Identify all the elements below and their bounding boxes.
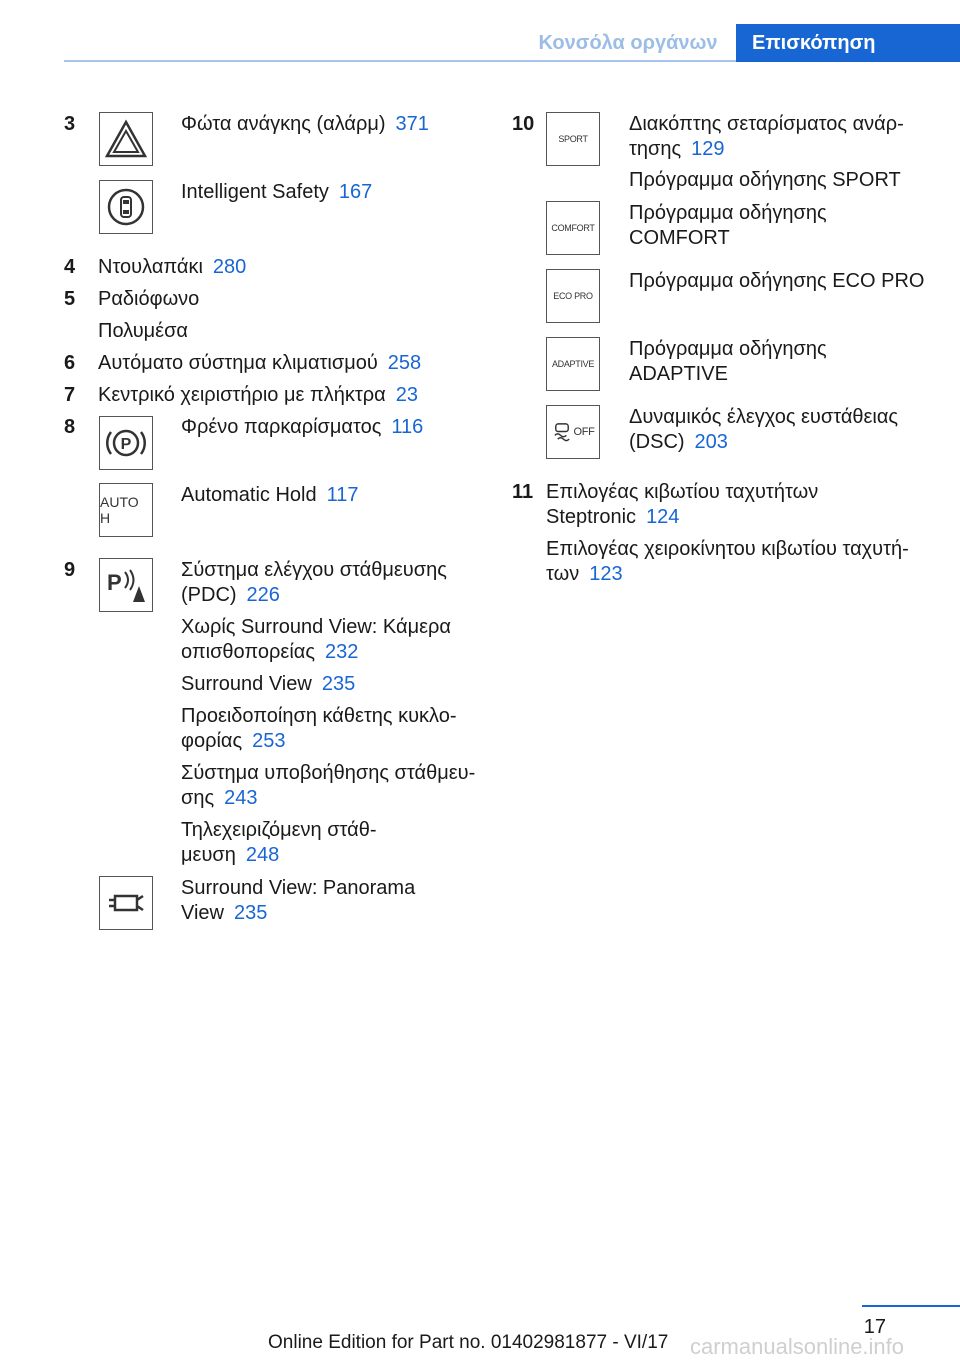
svg-text:P: P bbox=[120, 436, 132, 453]
entry-cross-traffic: Προειδοποίηση κάθετης κυκλο- φορίας 253 bbox=[181, 705, 457, 752]
page-link[interactable]: 371 bbox=[395, 113, 429, 135]
adaptive-icon: ADAPTIVE bbox=[546, 337, 600, 391]
comfort-icon: COMFORT bbox=[546, 201, 600, 255]
entry-parking-assist: Σύστημα υποβοήθησης στάθμευ- σης 243 bbox=[181, 762, 476, 809]
page-link[interactable]: 117 bbox=[326, 484, 359, 506]
entry-rear-camera: Χωρίς Surround View: Κάμερα οπισθοπορείας 232 bbox=[181, 616, 451, 663]
page-link[interactable]: 235 bbox=[321, 673, 356, 695]
item-number: 8 bbox=[64, 416, 76, 438]
entry-glovebox: Ντουλαπάκι 280 bbox=[98, 256, 247, 278]
entry-steptronic: Επιλογέας κιβωτίου ταχυτήτων Steptronic 124 bbox=[546, 481, 819, 528]
intelligent-safety-icon bbox=[99, 180, 153, 234]
entry-sport-mode: Πρόγραμμα οδήγησης SPORT bbox=[629, 169, 901, 191]
page-link[interactable]: 226 bbox=[246, 584, 280, 606]
auto-hold-icon: AUTO H bbox=[99, 483, 153, 537]
page-link[interactable]: 253 bbox=[252, 730, 286, 752]
eco-pro-icon: ECO PRO bbox=[546, 269, 600, 323]
entry-panorama-view: Surround View: Panorama View 235 bbox=[181, 877, 416, 924]
header-active-tab[interactable]: Επισκόπηση bbox=[736, 24, 960, 62]
header-section-link[interactable]: Κονσόλα οργάνων bbox=[538, 32, 718, 54]
item-number: 4 bbox=[64, 256, 76, 278]
item-number: 10 bbox=[512, 113, 535, 135]
entry-controller: Κεντρικό χειριστήριο με πλήκτρα 23 bbox=[98, 384, 418, 406]
page-link[interactable]: 235 bbox=[234, 902, 268, 924]
entry-multimedia: Πολυμέσα bbox=[98, 320, 188, 342]
pdc-icon bbox=[99, 558, 153, 612]
entry-adaptive-mode: Πρόγραμμα οδήγησης ADAPTIVE bbox=[629, 338, 827, 385]
entry-intelligent-safety: Intelligent Safety 167 bbox=[181, 181, 373, 203]
page-link[interactable]: 232 bbox=[324, 641, 359, 663]
entry-comfort-mode: Πρόγραμμα οδήγησης COMFORT bbox=[629, 202, 827, 249]
page-link[interactable]: 203 bbox=[694, 431, 728, 453]
page-link[interactable]: 123 bbox=[589, 563, 623, 585]
dsc-off-icon: OFF bbox=[546, 405, 600, 459]
item-number: 9 bbox=[64, 559, 76, 581]
sport-icon: SPORT bbox=[546, 112, 600, 166]
item-number: 7 bbox=[64, 384, 76, 406]
item-number: 11 bbox=[512, 481, 534, 503]
page-link[interactable]: 167 bbox=[338, 181, 373, 203]
item-number: 3 bbox=[64, 113, 76, 135]
entry-climate: Αυτόματο σύστημα κλιματισμού 258 bbox=[98, 352, 422, 374]
entry-dsc: Δυναμικός έλεγχος ευστάθειας (DSC) 203 bbox=[629, 406, 899, 453]
page-link[interactable]: 280 bbox=[212, 256, 247, 278]
item-number: 6 bbox=[64, 352, 76, 374]
entry-eco-pro-mode: Πρόγραμμα οδήγησης ECO PRO bbox=[629, 270, 925, 292]
parking-brake-icon bbox=[99, 416, 153, 470]
entry-radio: Ραδιόφωνο bbox=[98, 288, 200, 310]
entry-manual-gearbox: Επιλογέας χειροκίνητου κιβωτίου ταχυτή- των 123 bbox=[546, 538, 909, 585]
skidding-car-icon bbox=[551, 417, 573, 447]
edition-note: Online Edition for Part no. 01402981877 - VI/17 bbox=[268, 1332, 669, 1353]
item-number: 5 bbox=[64, 288, 76, 310]
panorama-view-icon bbox=[99, 876, 153, 930]
entry-hazard-lights: Φώτα ανάγκης (αλάρμ) 371 bbox=[181, 113, 429, 135]
page-link[interactable]: 243 bbox=[224, 787, 258, 809]
page-number: 17 bbox=[863, 1316, 886, 1338]
page-link[interactable]: 124 bbox=[646, 506, 680, 528]
entry-suspension-switch: Διακόπτης σεταρίσματος ανάρ- τησης 129 bbox=[629, 113, 904, 160]
svg-text:P: P bbox=[107, 570, 122, 595]
hazard-triangle-icon bbox=[99, 112, 153, 166]
footer-rule bbox=[862, 1305, 960, 1307]
page-link[interactable]: 116 bbox=[391, 416, 424, 438]
entry-pdc: Σύστημα ελέγχου στάθμευσης (PDC) 226 bbox=[181, 559, 447, 606]
page-link[interactable]: 129 bbox=[691, 138, 725, 160]
entry-surround-view: Surround View 235 bbox=[181, 673, 356, 695]
page-link[interactable]: 258 bbox=[387, 352, 422, 374]
entry-parking-brake: Φρένο παρκαρίσματος 116 bbox=[181, 416, 424, 438]
entry-remote-parking: Τηλεχειριζόμενη στάθ- μευση 248 bbox=[181, 819, 377, 866]
page-link[interactable]: 248 bbox=[245, 844, 280, 866]
entry-auto-hold: Automatic Hold 117 bbox=[181, 484, 359, 506]
watermark: carmanualsonline.info bbox=[690, 1334, 905, 1359]
page-link[interactable]: 23 bbox=[395, 384, 418, 406]
